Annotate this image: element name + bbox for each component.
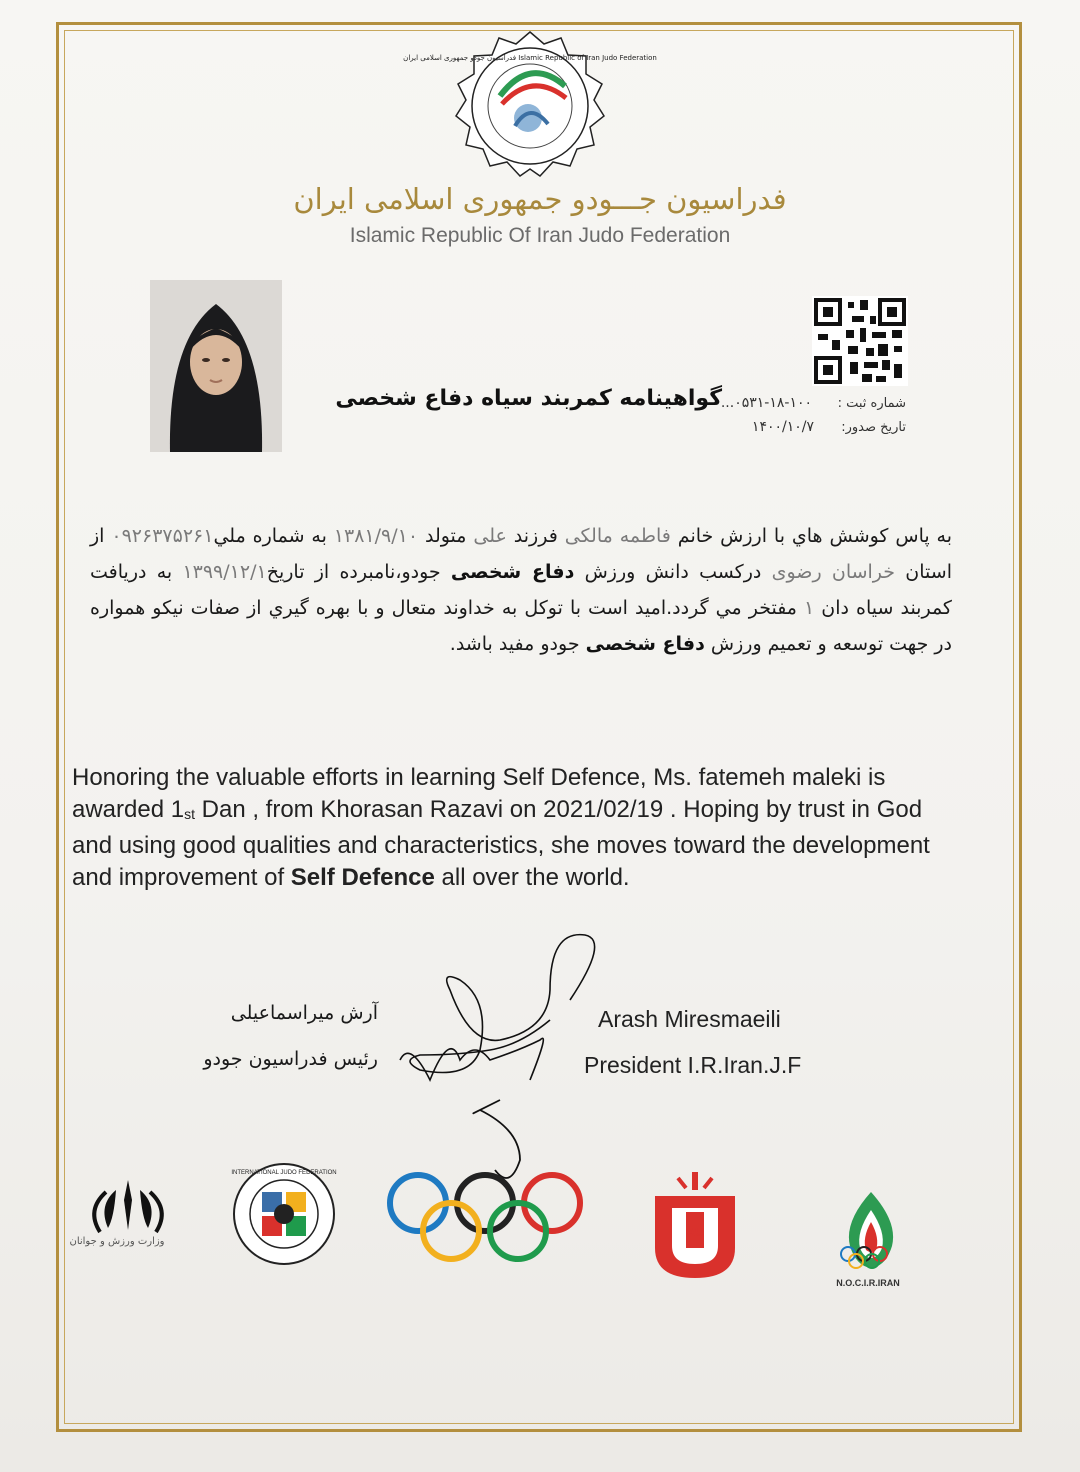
father-name-fa: علی	[473, 525, 507, 547]
federation-name-fa: فدراسیون جـــودو جمهوری اسلامی ایران	[293, 182, 787, 216]
issue-date-label: تاریخ صدور:	[841, 420, 906, 435]
federation-name-en: Islamic Republic Of Iran Judo Federation	[349, 224, 731, 247]
discipline-fa-2: دفاع شخصی	[585, 633, 705, 655]
seal-text: فدراسیون جودو جمهوری اسلامی ایران Islamic Republic of Iran Judo Federation	[403, 54, 657, 62]
noc-label: N.O.C.I.R.IRAN	[836, 1278, 900, 1288]
registration-label: شماره ثبت :	[837, 396, 906, 411]
signatory-title-fa: رئیس فدراسیون جودو	[203, 1048, 378, 1070]
qr-code-icon	[812, 296, 908, 386]
province-fa: خراسان رضوی	[771, 561, 896, 583]
holder-photo	[150, 280, 282, 452]
issue-date: ۱۴۰۰/۱۰/۷	[751, 419, 814, 435]
body-text-fa: به پاس کوشش هاي با ارزش خانم فاطمه مالکی فرزند علی متولد ۱۳۸۱/۹/۱۰ به شماره ملي۰۹۲۶۳۷۵۲۶۱ از استان خراسان رضوی درکسب دانش ورزش دفاع شخصی جودو،نامبرده از تاریخ۱۳۹۹/۱۲/۱ به دريافت کمربند سياه دان ۱ مفتخر مي گردد.اميد است با توکل به خداوند متعال و با بهره گيري از صفات نيکو همواره در جهت توسعه و تعميم ورزش دفاع شخصی جودو مفيد باشد.	[90, 525, 953, 655]
ministry-emblem-logo	[78, 1170, 178, 1270]
signatory-name-fa: آرش میراسماعیلی	[230, 1002, 378, 1024]
discipline-fa: دفاع شخصی	[450, 561, 575, 583]
ministry-label: وزارت ورزش و جوانان	[69, 1236, 165, 1247]
svg-text:INTERNATIONAL JUDO FEDERATION: INTERNATIONAL JUDO FEDERATION	[231, 1170, 337, 1176]
national-id: ۰۹۲۶۳۷۵۲۶۱	[111, 525, 214, 547]
award-date-fa: ۱۳۹۹/۱۲/۱	[182, 561, 267, 583]
signatory-name-en: Arash Miresmaeili	[598, 1006, 781, 1032]
dan-fa: ۱	[804, 597, 815, 619]
svg-text:AU: AU	[686, 1225, 704, 1239]
federation-seal-logo	[403, 26, 657, 196]
certificate-title: گواهینامه کمربند سیاه دفاع شخصی	[335, 386, 722, 411]
discipline-en: Self Defence	[290, 864, 435, 891]
registration-number: ۰۵۳۱-۱۸-۱۰۰...	[720, 395, 812, 411]
signatory-title-en: President I.R.Iran.J.F	[584, 1052, 802, 1078]
noc-iran-logo	[834, 1188, 908, 1278]
olympic-rings-logo	[384, 1165, 586, 1265]
body-text-en: Honoring the valuable efforts in learning Self Defence, Ms. fatemeh maleki is awarded $1_{st}$ Dan , from Khorasan Razavi on 2021/02/19 . Hoping by trust in God and using good qualities and characteristics, she moves toward the development and improvement of Self Defence all over the world.	[72, 764, 930, 891]
birth-date: ۱۳۸۱/۹/۱۰	[333, 525, 419, 547]
ijf-logo	[232, 1162, 336, 1266]
holder-name-fa: فاطمه مالکی	[564, 525, 671, 547]
au-logo	[650, 1168, 740, 1282]
